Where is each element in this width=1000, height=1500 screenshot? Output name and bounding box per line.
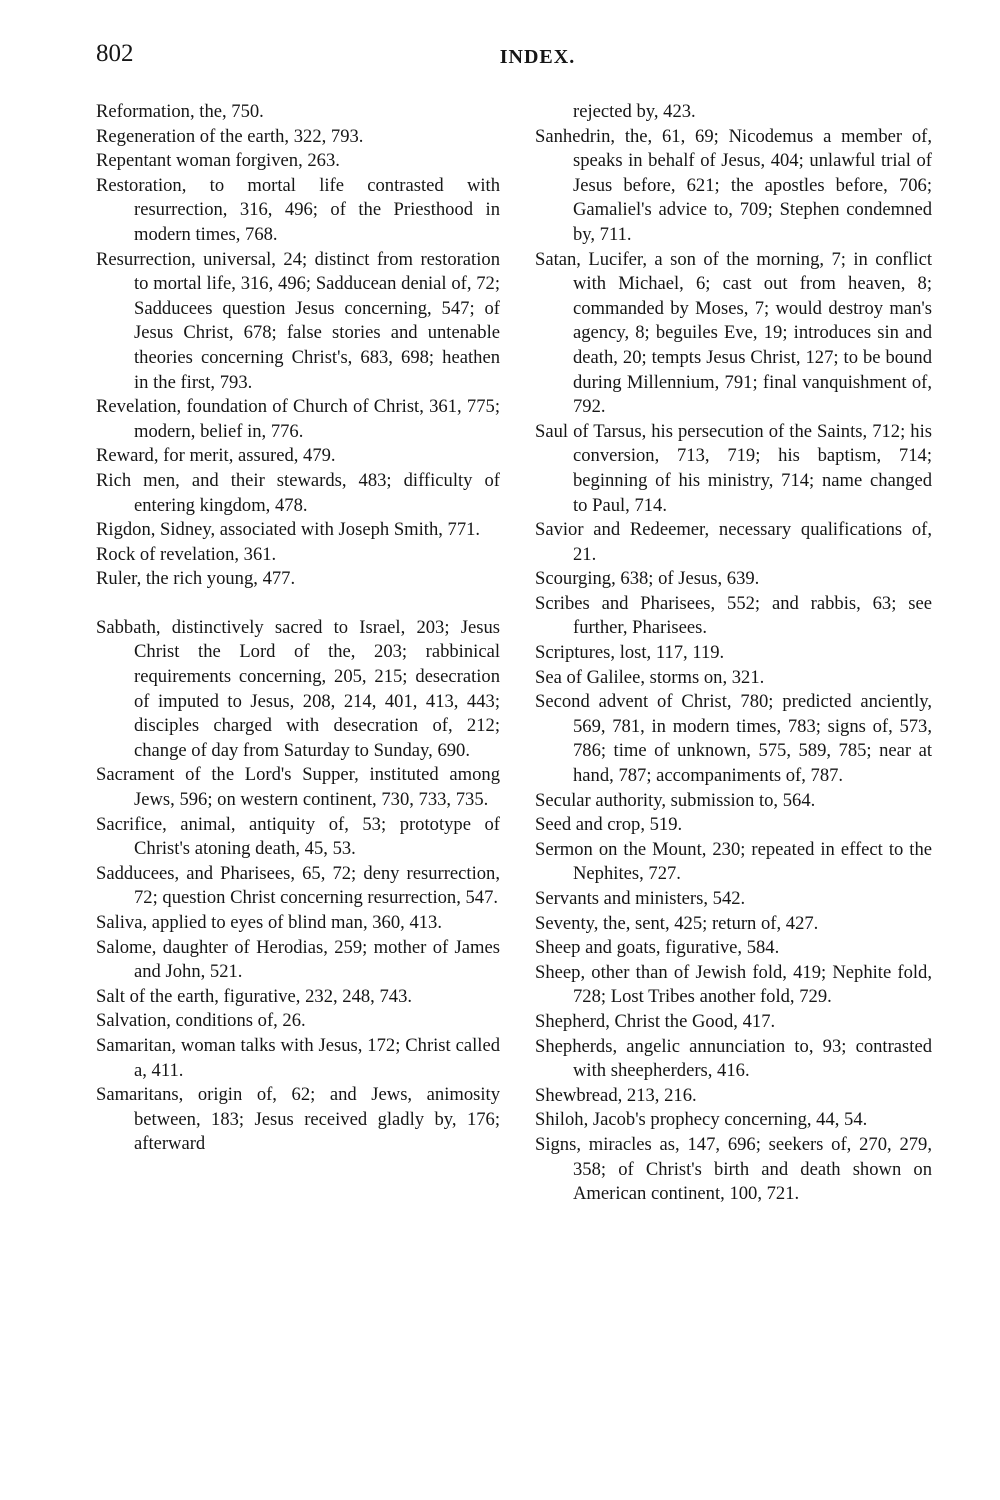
index-entry: Revelation, foundation of Church of Christ, 361, 775; modern, belief in, 776. (96, 396, 500, 442)
index-entry: Scriptures, lost, 117, 119. (535, 642, 725, 664)
index-entry: Restoration, to mortal life contrasted with resurrection, 316, 496; of the Priesthood in modern times, 768. (96, 174, 500, 245)
index-entry: Sermon on the Mount, 230; repeated in effect to the Nephites, 727. (535, 838, 932, 885)
index-entry: Ruler, the rich young, 477. (96, 568, 296, 590)
index-entry: Secular authority, submission to, 564. (535, 789, 816, 811)
index-entry: Reformation, the, 750. (96, 101, 264, 122)
index-entry: Saliva, applied to eyes of blind man, 360, 413. (96, 912, 442, 933)
index-entry: Savior and Redeemer, necessary qualifications of, 21. (535, 519, 932, 565)
index-entry: Rich men, and their stewards, 483; difficulty of entering kingdom, 478. (96, 469, 500, 516)
index-entry: Sheep, other than of Jewish fold, 419; Nephite fold, 728; Lost Tribes another fold, 729. (535, 961, 932, 1008)
index-entry: Sea of Galilee, storms on, 321. (535, 666, 765, 688)
index-entry: Sheep and goats, figurative, 584. (535, 937, 780, 959)
index-entry: Samaritans, origin of, 62; and Jews, animosity between, 183; Jesus received gladly by, 176; afterward (96, 1084, 500, 1155)
index-column-right (535, 100, 932, 1207)
index-entry: Regeneration of the earth, 322, 793. (96, 125, 364, 147)
index-entry: Second advent of Christ, 780; predicted anciently, 569, 781, in modern times, 783; signs of, 573, 786; time of unknown, 575, 589, 785; near at hand, 787; accompaniments of, 787. (535, 691, 932, 787)
index-entry: Samaritan, woman talks with Jesus, 172; Christ called a, 411. (96, 1034, 500, 1081)
index-entry: Rock of revelation, 361. (96, 543, 277, 565)
page-title: INDEX. (499, 46, 576, 68)
index-entry: Reward, for merit, assured, 479. (96, 445, 336, 467)
index-entry: Seed and crop, 519. (535, 814, 683, 836)
index-entry: Sabbath, distinctively sacred to Israel, 203; Jesus Christ the Lord of the, 203; rabbinical requirements concerning, 205, 215; desecration of imputed to Jesus, 208, 214, 401, 413, 443; disciples charged with desecration of, 212; change of day from Saturday to Sunday, 690. (96, 616, 500, 761)
index-entry: Sadducees, and Pharisees, 65, 72; deny resurrection, 72; question Christ concerning resurrection, 547. (96, 862, 500, 909)
index-entry: Salvation, conditions of, 26. (96, 1010, 306, 1032)
index-entry: Sacrifice, animal, antiquity of, 53; prototype of Christ's atoning death, 45, 53. (96, 813, 500, 860)
index-entry: Sanhedrin, the, 61, 69; Nicodemus a member of, speaks in behalf of Jesus, 404; unlawful trial of Jesus before, 621; the apostles before, 706; Gamaliel's advice to, 709; Stephen condemned by, 711. (535, 125, 932, 245)
index-entry: Rigdon, Sidney, associated with Joseph Smith, 771. (96, 519, 481, 541)
index-column-left (96, 100, 500, 1157)
index-entry: Sacrament of the Lord's Supper, instituted among Jews, 596; on western continent, 730, 733, 735. (96, 764, 500, 811)
index-entry: Servants and ministers, 542. (535, 888, 746, 909)
index-entry: Salt of the earth, figurative, 232, 248, 743. (96, 985, 413, 1007)
index-entry: Repentant woman forgiven, 263. (96, 150, 340, 172)
index-entry: Scribes and Pharisees, 552; and rabbis, 63; see further, Pharisees. (535, 592, 932, 639)
index-entry: Signs, miracles as, 147, 696; seekers of, 270, 279, 358; of Christ's birth and death shown on American continent, 100, 721. (535, 1133, 932, 1205)
index-entry: Saul of Tarsus, his persecution of the Saints, 712; his conversion, 713, 719; his baptism, 714; beginning of his ministry, 714; name changed to Paul, 714. (535, 420, 932, 516)
index-entry: Satan, Lucifer, a son of the morning, 7; in conflict with Michael, 6; cast out from heaven, 8; commanded by Moses, 7; would destroy man's agency, 8; beguiles Eve, 19; introduces sin and death, 20; tempts Jesus Christ, 127; to be bound during Millennium, 791; final vanquishment of, 792. (535, 248, 932, 418)
index-entry: Shiloh, Jacob's prophecy concerning, 44, 54. (535, 1109, 868, 1131)
index-entry: Shepherd, Christ the Good, 417. (535, 1010, 776, 1032)
index-entry: Seventy, the, sent, 425; return of, 427. (535, 912, 819, 934)
index-entry: Shepherds, angelic annunciation to, 93; contrasted with sheepherders, 416. (535, 1035, 932, 1082)
index-entry: Resurrection, universal, 24; distinct from restoration to mortal life, 316, 496; Sadducean denial of, 72; Sadducees question Jesus concerning, 547; of Jesus Christ, 678; false stories and untenable theories concerning Christ's, 683, 698; heathen in the first, 793. (96, 248, 500, 393)
page-number: 802 (96, 40, 134, 67)
index-entry: Scourging, 638; of Jesus, 639. (535, 568, 760, 590)
index-entry: Salome, daughter of Herodias, 259; mother of James and John, 521. (96, 936, 500, 983)
index-entry-continued: rejected by, 423. (573, 101, 696, 122)
index-entry: Shewbread, 213, 216. (535, 1084, 697, 1106)
